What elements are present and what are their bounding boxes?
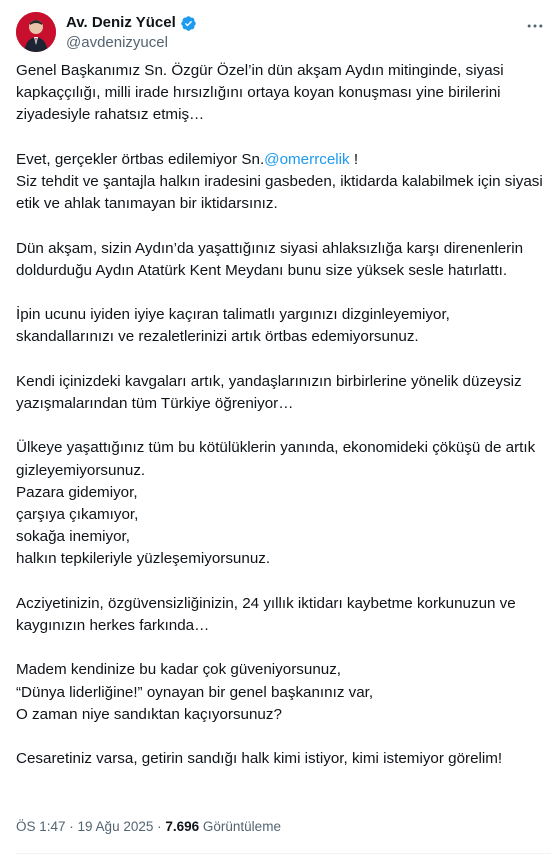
verified-badge-icon[interactable] bbox=[180, 15, 197, 32]
author-display-name[interactable]: Av. Deniz Yücel bbox=[66, 14, 176, 31]
meta-separator: · bbox=[153, 819, 166, 834]
tweet-meta bbox=[16, 817, 281, 837]
tweet-header bbox=[16, 12, 547, 56]
paragraph-2-prefix: Evet, gerçekler örtbas edilemiyor Sn. bbox=[16, 150, 265, 168]
paragraph-8-line-2: “Dünya liderliğine!” oynayan bir genel başkanınız var, bbox=[16, 683, 374, 701]
paragraph-6-line-3: çarşıya çıkamıyor, bbox=[16, 505, 139, 523]
paragraph-6 bbox=[16, 437, 551, 570]
author-handle[interactable]: @avdenizyucel bbox=[66, 34, 168, 51]
divider bbox=[16, 853, 551, 854]
paragraph-2-suffix: ! bbox=[349, 150, 359, 168]
paragraph-3: Dün akşam, sizin Aydın’da yaşattığınız siyasi ahlaksızlığa karşı direnenlerin doldurduğu Aydın Atatürk Kent Meydanı bunu size yüksek sesle hatırlattı. bbox=[16, 239, 524, 279]
paragraph-6-line-5: halkın tepkileriyle yüzleşemiyorsunuz. bbox=[16, 550, 271, 568]
tweet-date[interactable]: 19 Ağu 2025 bbox=[77, 819, 154, 834]
view-label: Görüntüleme bbox=[199, 819, 281, 834]
paragraph-4: İpin ucunu iyiden iyiye kaçıran talimatlı yargınızı dizginleyemiyor, skandallarınızı ve rezaletlerinizi artık örtbas edemiyorsunuz. bbox=[16, 306, 450, 346]
paragraph-6-line-4: sokağa inemiyor, bbox=[16, 528, 130, 546]
paragraph-9: Cesaretiniz varsa, getirin sandığı halk kimi istiyor, kimi istemiyor görelim! bbox=[16, 750, 503, 768]
author-names bbox=[66, 13, 197, 53]
paragraph-2-line-2: Siz tehdit ve şantajla halkın iradesini gasbeden, iktidarda kalabilmek için siyasi etik ve ahlak tanımayan bir iktidarsınız. bbox=[16, 173, 543, 213]
paragraph-7: Acziyetinizin, özgüvensizliğinizin, 24 yıllık iktidarı kaybetme korkunuzun ve kaygınızın herkes farkında… bbox=[16, 594, 516, 634]
meta-separator: · bbox=[65, 819, 78, 834]
paragraph-1: Genel Başkanımız Sn. Özgür Özel’in dün akşam Aydın mitinginde, siyasi kapkaççılığı, milli irade hırsızlığını ortaya koyan konuşması yine birilerini ziyadesiyle rahatsız etmiş… bbox=[16, 62, 504, 124]
paragraph-6-line-2: Pazara gidemiyor, bbox=[16, 483, 138, 501]
paragraph-8-line-3: O zaman niye sandıktan kaçıyorsunuz? bbox=[16, 705, 282, 723]
avatar[interactable] bbox=[16, 12, 56, 52]
paragraph-5: Kendi içinizdeki kavgaları artık, yandaşlarınızın birbirlerine yönelik düzeysiz yazışmalarından tüm Türkiye öğreniyor… bbox=[16, 372, 522, 412]
more-options-icon[interactable] bbox=[523, 16, 547, 36]
paragraph-6-line-1: Ülkeye yaşattığınız tüm bu kötülüklerin yanında, ekonomideki çöküşü de artık gizleyemiyorsunuz. bbox=[16, 439, 536, 479]
paragraph-2 bbox=[16, 149, 551, 216]
tweet-time[interactable]: ÖS 1:47 bbox=[16, 819, 66, 834]
tweet-text bbox=[16, 60, 551, 770]
paragraph-8-line-1: Madem kendinize bu kadar çok güveniyorsunuz, bbox=[16, 661, 342, 679]
paragraph-8 bbox=[16, 659, 551, 726]
view-count[interactable]: 7.696 bbox=[165, 819, 200, 834]
mention-link[interactable]: @omerrcelik bbox=[264, 150, 350, 168]
